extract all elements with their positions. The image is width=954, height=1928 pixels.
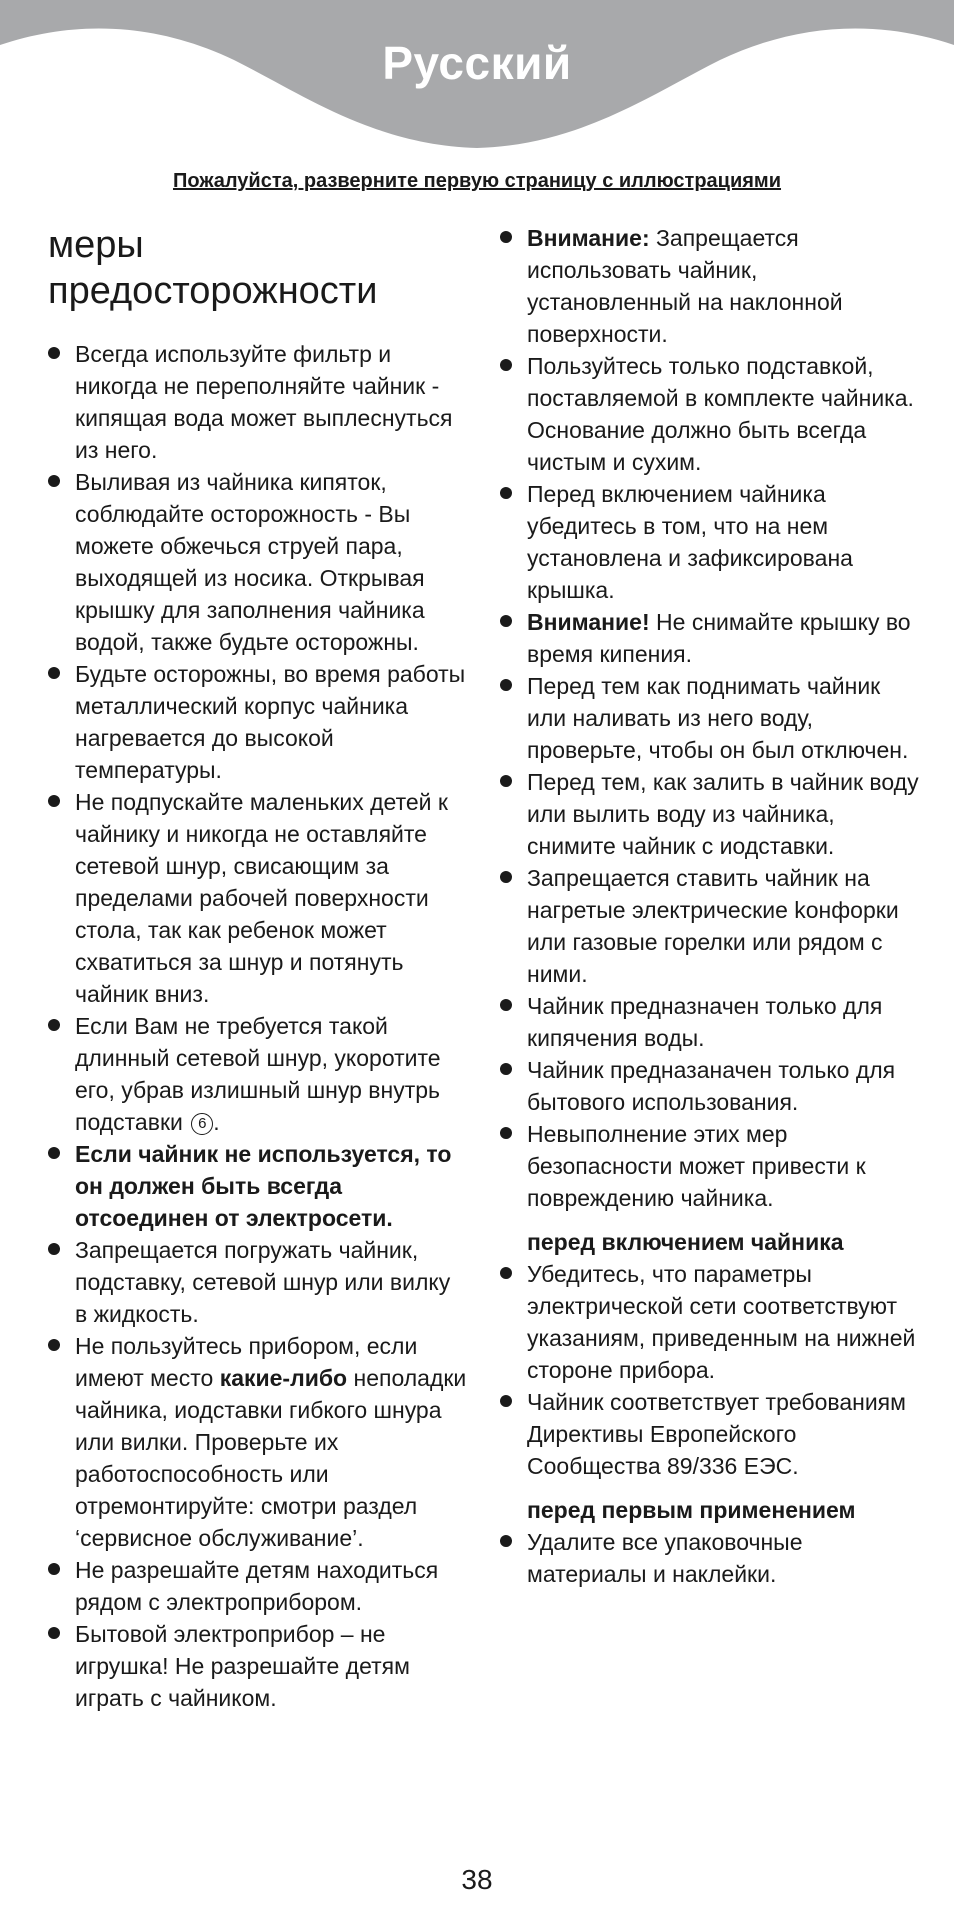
bullet-icon bbox=[500, 775, 512, 787]
precautions-list bbox=[48, 338, 468, 1714]
list-item: Перед включением чайника убедитесь в том, что на нем установлена и зафиксирована крышка. bbox=[500, 478, 920, 606]
bullet-icon bbox=[48, 1243, 60, 1255]
bullet-icon bbox=[500, 999, 512, 1011]
list-item: Не разрешайте детям находиться рядом с электроприбором. bbox=[48, 1554, 468, 1618]
bullet-icon bbox=[500, 1535, 512, 1547]
list-item: Невыполнение этих мер безопасности может привести к повреждению чайника. bbox=[500, 1118, 920, 1214]
subheading-before-first-use: перед первым применением bbox=[527, 1497, 856, 1523]
list-item: Чайник предназаначен только для бытового использования. bbox=[500, 1054, 920, 1118]
list-item: Запрещается ставить чайник на нагретые электрические kонфорки или газовые горелки или рядом с ними. bbox=[500, 862, 920, 990]
list-item: Будьте осторожны, во время работы металлический корпус чайника нагревается до высокой температуры. bbox=[48, 658, 468, 786]
list-item: Бытовой электроприбор – не игрушка! Не разрешайте детям играть с чайником. bbox=[48, 1618, 468, 1714]
list-item: Перед тем как поднимать чайник или наливать из него воду, проверьте, чтобы он был отключен. bbox=[500, 670, 920, 766]
bullet-icon bbox=[500, 1063, 512, 1075]
list-item: Пользуйтесь только подставкой, поставляемой в комплекте чайника. Основание должно быть всегда чистым и сухим. bbox=[500, 350, 920, 478]
language-title: Русский bbox=[382, 37, 572, 89]
list-item: Не пользуйтесь прибором, если имеют место какие-либо неполадки чайника, иодставки гибкого шнура или вилки. Проверьте их работоспособность или отремонтируйте: смотри раздел ‘сервисное обслуживание’. bbox=[48, 1330, 468, 1554]
list-item: Чайник предназначен только для кипячения воды. bbox=[500, 990, 920, 1054]
bullet-icon bbox=[500, 871, 512, 883]
before-first-use-list bbox=[500, 1526, 920, 1590]
list-item: Внимание: Запрещается использовать чайник, установленный на наклонной поверхности. bbox=[500, 222, 920, 350]
list-item: Внимание! Не снимайте крышку во время кипения. bbox=[500, 606, 920, 670]
list-item: Не подпускайте маленьких детей к чайнику и никогда не оставляйте сетевой шнур, свисающим за пределами рабочей поверхности стола, так как ребенок может схватиться за шнур и потянуть чайник вниз. bbox=[48, 786, 468, 1010]
bullet-icon bbox=[500, 1267, 512, 1279]
list-item: Запрещается погружать чайник, подставку, сетевой шнур или вилку в жидкость. bbox=[48, 1234, 468, 1330]
bullet-icon bbox=[500, 615, 512, 627]
subheading-before-switching-on: перед включением чайника bbox=[527, 1229, 844, 1255]
bullet-icon bbox=[500, 1395, 512, 1407]
bullet-icon bbox=[48, 1563, 60, 1575]
list-item: Чайник соответствует требованиям Директивы Европейского Сообщества 89/336 ЕЭС. bbox=[500, 1386, 920, 1482]
list-item: Если Вам не требуется такой длинный сетевой шнур, укоротите его, убрав излишный шнур внутрь подставки 6 . bbox=[48, 1010, 468, 1138]
list-item: Убедитесь, что параметры электрической сети соответствуют указаниям, приведенным на нижней стороне прибора. bbox=[500, 1258, 920, 1386]
precautions-list-continued bbox=[500, 222, 920, 1214]
bullet-icon bbox=[48, 475, 60, 487]
instruction-link: Пожалуйста, разверните первую страницу с иллюстрациями bbox=[172, 170, 782, 192]
bullet-icon bbox=[500, 231, 512, 243]
page-number: 38 bbox=[461, 1864, 493, 1895]
list-item: Если чайник не используется, то он должен быть всегда отсоединен от электросети. bbox=[48, 1138, 468, 1234]
list-item: Удалите все упаковочные материалы и наклейки. bbox=[500, 1526, 920, 1590]
right-column bbox=[500, 222, 920, 1590]
bullet-icon bbox=[48, 1339, 60, 1351]
bullet-icon bbox=[500, 487, 512, 499]
bullet-icon bbox=[48, 667, 60, 679]
bullet-icon bbox=[48, 347, 60, 359]
list-item: Перед тем, как залить в чайник воду или вылить воду из чайника, снимите чайник с иодставки. bbox=[500, 766, 920, 862]
bullet-icon bbox=[48, 1019, 60, 1031]
bullet-icon bbox=[500, 359, 512, 371]
bullet-icon bbox=[48, 1627, 60, 1639]
bullet-icon bbox=[500, 1127, 512, 1139]
bullet-icon bbox=[48, 795, 60, 807]
figure-ref-icon: 6 bbox=[191, 1113, 213, 1135]
list-item: Выливая из чайника кипяток, соблюдайте осторожность - Вы можете обжечься струей пара, выходящей из носика. Открывая крышку для заполнения чайника водой, также будьте осторожны. bbox=[48, 466, 468, 658]
section-title-precautions: меры предосторожности bbox=[48, 224, 378, 312]
left-column bbox=[48, 222, 468, 1714]
bullet-icon bbox=[500, 679, 512, 691]
bullet-icon bbox=[48, 1147, 60, 1159]
list-item: Всегда используйте фильтр и никогда не переполняйте чайник - кипящая вода может выплеснуться из него. bbox=[48, 338, 468, 466]
before-switching-on-list bbox=[500, 1258, 920, 1482]
